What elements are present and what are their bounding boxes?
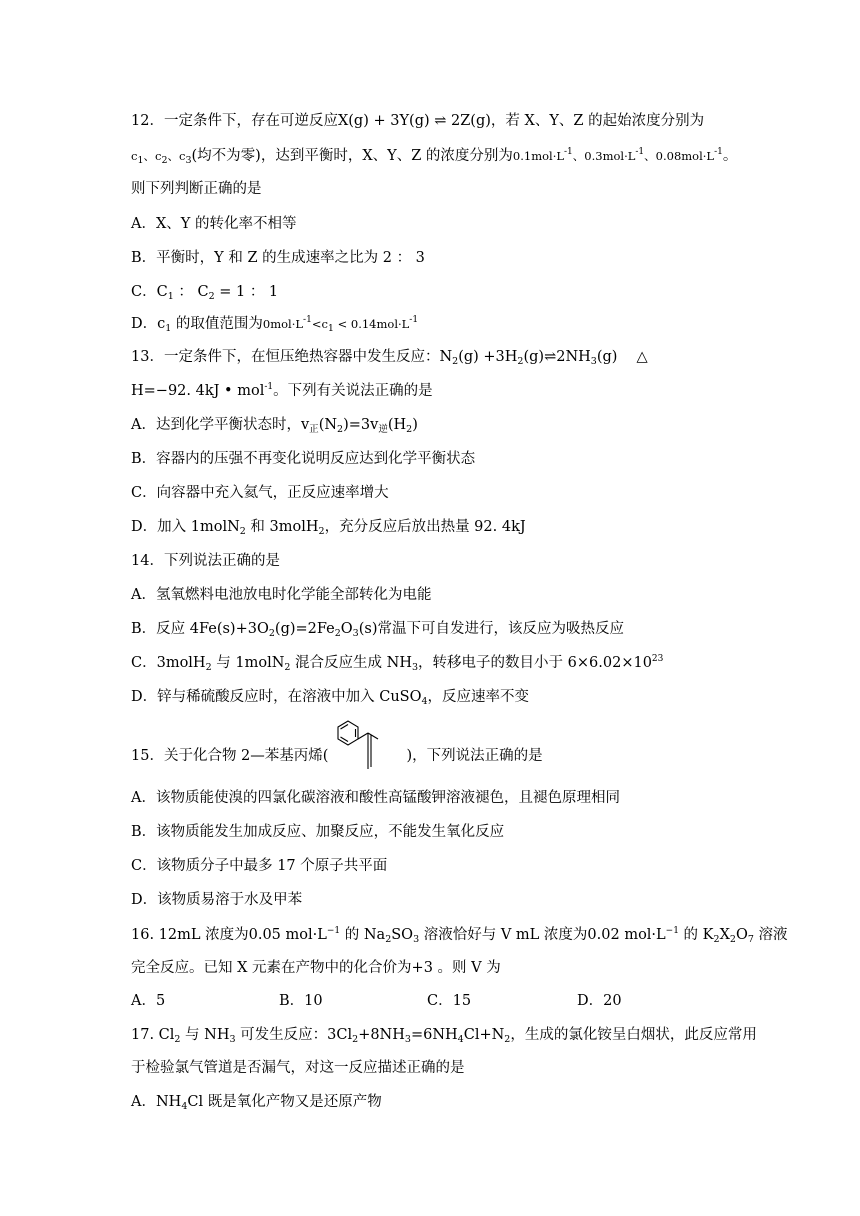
q15-option-d: D．该物质易溶于水及甲苯 [131, 892, 303, 908]
q12-stem-line1: 12．一定条件下，存在可逆反应X(g) + 3Y(g) ⇌ 2Z(g)，若 X、Y、Z 的起始浓度分别为 [131, 113, 705, 129]
q17-stem-line2: 于检验氯气管道是否漏气，对这一反应描述正确的是 [131, 1060, 465, 1076]
q16-options [131, 991, 622, 1011]
q16-option-c: C．15 [427, 993, 472, 1009]
q15-option-b: B．该物质能发生加成反应、加聚反应，不能发生氧化反应 [131, 824, 505, 840]
q14-option-b: B．反应 $4Fe(s)+3O_2(g)=2Fe_2O_3(s)$常温下可自发进行，该反应为吸热反应 [131, 621, 624, 639]
q16-option-b: B．10 [279, 993, 323, 1009]
q16-option-a: A．5 [131, 993, 166, 1009]
q17-option-a: A．$NH_4Cl$ 既是氧化产物又是还原产物 [131, 1094, 382, 1112]
q16-option-d: D．20 [577, 993, 622, 1009]
q14-option-a: A．氢氧燃料电池放电时化学能全部转化为电能 [131, 587, 432, 603]
q12-option-d: D．$c_1$ 的取值范围为$0mol\cdot L^{-1}<c_1 < 0.14mol\cdot L^{-1}$ [131, 315, 419, 334]
q13-option-b: B．容器内的压强不再变化说明反应达到化学平衡状态 [131, 451, 476, 467]
q14-stem: 14．下列说法正确的是 [131, 553, 280, 569]
q15-stem: 15．关于化合物 2—苯基丙烯( )，下列说法正确的是 [131, 737, 543, 775]
q12-option-a: A．X、Y 的转化率不相等 [131, 216, 297, 232]
q13-stem-line2: H=−92. 4kJ • mol$^{-1}$。下列有关说法正确的是 [131, 382, 433, 399]
q14-option-c: C．3molH$_2$ 与 1molN$_2$ 混合反应生成 $NH_3$，转移电子的数目小于 $6\times 6.02\times 10^{23}$ [131, 654, 664, 673]
q14-option-d: D．锌与稀硫酸反应时，在溶液中加入 CuSO$_4$，反应速率不变 [131, 689, 530, 707]
q16-stem-line1: 16. 12mL 浓度为0.05 $mol\cdot L^{-1}$ 的 $Na_2SO_3$ 溶液恰好与 V mL 浓度为0.02 $mol\cdot L^{-1}$ 的 $K_2X_2O_7$ 溶液 [131, 926, 788, 945]
2-phenylpropene-structure [328, 717, 406, 775]
q15-option-c: C．该物质分子中最多 17 个原子共平面 [131, 858, 388, 874]
q13-option-c: C．向容器中充入氦气，正反应速率增大 [131, 485, 389, 501]
q12-option-c: C．$C_1$ ： $C_2 = 1$ ： 1 [131, 284, 279, 302]
q12-reaction: X(g) + 3Y(g) ⇌ 2Z(g) [337, 113, 491, 129]
q12-option-b: B．平衡时，Y 和 Z 的生成速率之比为 2 ： 3 [131, 250, 425, 266]
q17-stem-line1: 17. $Cl_2$ 与 $NH_3$ 可发生反应：$3Cl_2+8NH_3=6NH_4Cl+N_2$，生成的氯化铵呈白烟状，此反应常用 [131, 1027, 757, 1045]
q12-stem-line3: 则下列判断正确的是 [131, 181, 262, 197]
q16-stem-line2: 完全反应。已知 X 元素在产物中的化合价为+3 。则 V 为 [131, 960, 501, 976]
q13-option-a: A．达到化学平衡状态时，$v_正(N_2)=3v_逆(H_2)$ [131, 417, 418, 435]
q13-stem-line1: 13．一定条件下，在恒压绝热容器中发生反应：$N_2(g)$ $+3H_2(g)\rightleftharpoons 2NH_3(g)$ △ [131, 349, 648, 367]
q15-option-a: A．该物质能使溴的四氯化碳溶液和酸性高锰酸钾溶液褪色，且褪色原理相同 [131, 790, 620, 806]
q12-stem-line2: $c_1$、$c_2$、$c_3$(均不为零)，达到平衡时，X、Y、Z 的浓度分别为$0.1mol\cdot L^{-1}$、$0.3mol\cdot L^{-1}$、$0.08mol\cdot L^{-1}$。 [131, 147, 738, 166]
q13-option-d: D．加入 1molN$_2$ 和 3molH$_2$，充分反应后放出热量 92. 4kJ [131, 519, 526, 537]
